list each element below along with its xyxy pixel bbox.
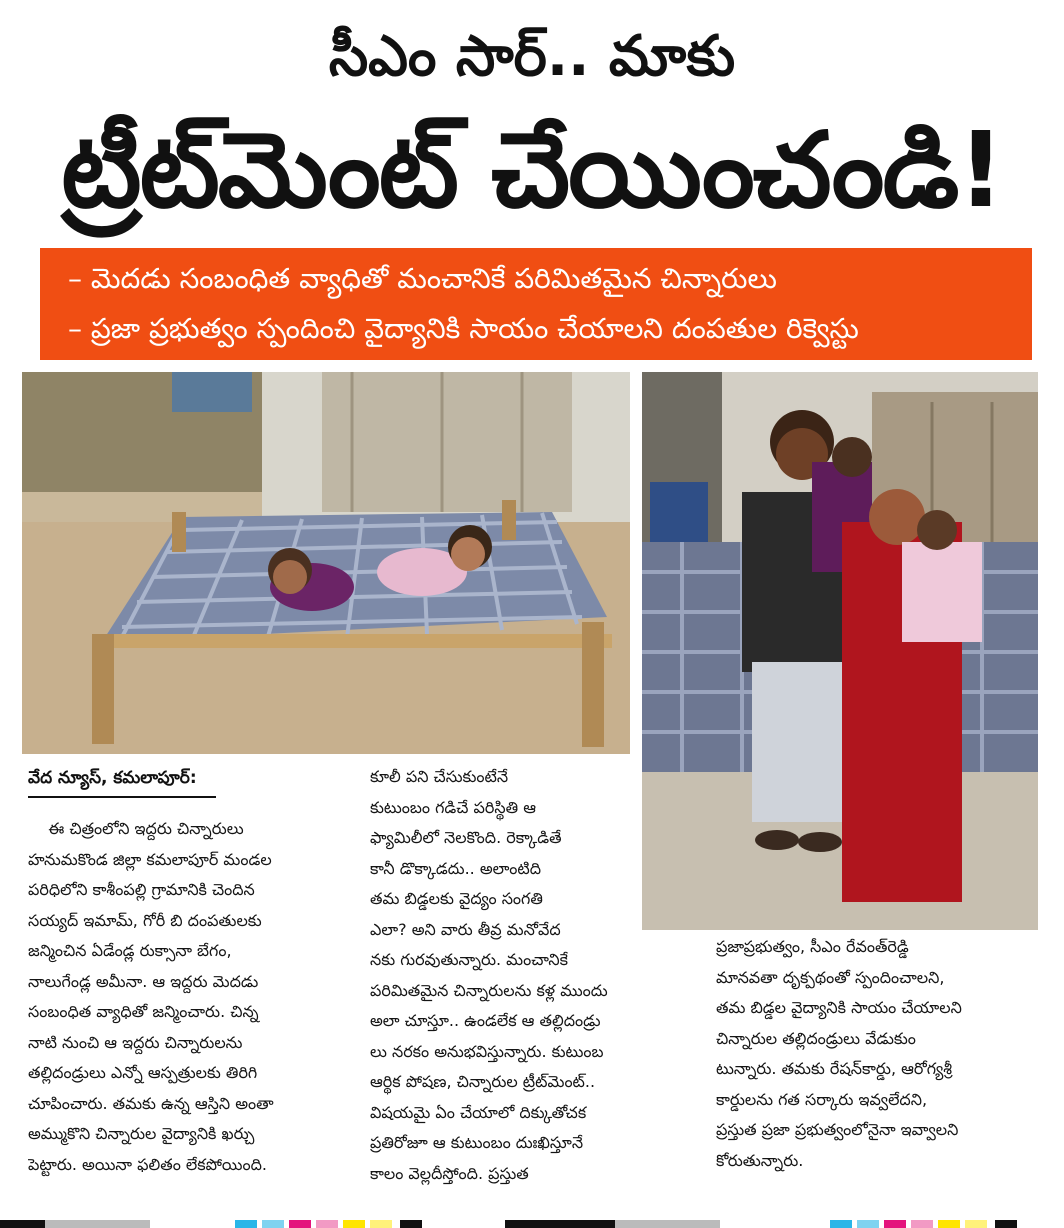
article-line: హనుమకొండ జిల్లా కమలాపూర్ మండల <box>28 849 272 869</box>
article-line: సంబంధిత వ్యాధితో జన్మించారు. చిన్న <box>28 1002 259 1021</box>
article-line: తమ బిడ్డలకు వైద్యం సంగతి <box>370 889 543 908</box>
article-line: ఫ్యామిలీలో నెలకొంది. రెక్కాడితే <box>370 828 562 847</box>
article-line: తమ బిడ్డల వైద్యానికి సాయం చేయాలని <box>716 998 962 1017</box>
article-column-1 <box>28 814 358 1180</box>
headline: ట్రీట్‌మెంట్ చేయించండి! <box>61 109 1003 231</box>
article-line: చిన్నారుల తల్లిదండ్రులు వేడుకుం <box>716 1028 916 1048</box>
article-line: సయ్యద్ ఇమామ్, గోరీ బి దంపతులకు <box>28 910 262 930</box>
deck-line: – ప్రజా ప్రభుత్వం స్పందించి వైద్యానికి సాయం చేయాలని దంపతుల రిక్వెస్టు <box>68 312 859 345</box>
article-line: పరిధిలోని కాశీంపల్లి గ్రామానికి చెందిన <box>28 880 255 899</box>
deck-line: – మెదడు సంబంధిత వ్యాధితో మంచానికే పరిమితమైన చిన్నారులు <box>68 262 777 295</box>
article-line: ప్రతిరోజూ ఆ కుటుంబం దుఃఖిస్తూనే <box>370 1133 584 1152</box>
article-line: ఈ చిత్రంలోని ఇద్దరు చిన్నారులు <box>28 819 244 838</box>
article-line: ఎలా? అని వారు తీవ్ర మనోవేద <box>370 919 561 939</box>
article-line: కుటుంబం గడిచే పరిస్థితి ఆ <box>370 797 536 817</box>
article-line: తల్లిదండ్రులు ఎన్నో ఆస్పత్రులకు తిరిగి <box>28 1063 258 1082</box>
article-line: కాలం వెల్లదీస్తోంది. ప్రస్తుత <box>370 1163 529 1183</box>
photo-parents-holding-children <box>642 372 1038 930</box>
article-line: కోరుతున్నారు. <box>716 1150 804 1170</box>
article-line: ప్రజాప్రభుత్వం, సీఎం రేవంత్‌రెడ్డి <box>716 937 909 956</box>
byline: వేద న్యూస్, కమలాపూర్: <box>28 764 216 798</box>
print-registration-strip <box>0 1220 1064 1228</box>
article-line: అలా చూస్తూ.. ఉండలేక ఆ తల్లిదండ్రు <box>370 1011 601 1030</box>
headline-kicker: సీఎం సార్.. మాకు <box>328 24 736 89</box>
article-line: పెట్టారు. అయినా ఫలితం లేకపోయింది. <box>28 1154 267 1174</box>
article-line: మానవతా దృక్పథంతో స్పందించాలని, <box>716 967 945 987</box>
article-line: పరిమితమైన చిన్నారులను కళ్ల ముందు <box>370 980 608 1000</box>
article-line: నాలుగేండ్ల అమీనా. ఆ ఇద్దరు మెదడు <box>28 971 259 991</box>
article-line: నకు గురవుతున్నారు. మంచానికే <box>370 950 568 969</box>
article-line: నాటి నుంచి ఆ ఇద్దరు చిన్నారులను <box>28 1032 243 1052</box>
photo-children-on-cot <box>22 372 630 754</box>
article-line: కూలీ పని చేసుకుంటేనే <box>370 767 509 786</box>
article-line: చూపించారు. తమకు ఉన్న ఆస్తిని అంతా <box>28 1093 274 1113</box>
article-line: కార్డులను గత సర్కారు ఇవ్వలేదని, <box>716 1089 928 1109</box>
article-column-2 <box>370 762 680 1189</box>
article-line: కానీ డొక్కాడదు.. అలాంటిది <box>370 858 541 878</box>
article-line: ప్రస్తుత ప్రజా ప్రభుత్వంలోనైనా ఇవ్వాలని <box>716 1120 959 1139</box>
article-line: విషయమై ఏం చేయాలో దిక్కుతోచక <box>370 1102 587 1122</box>
article-line: జన్మించిన ఏడేండ్ల రుక్సానా బేగం, <box>28 941 232 960</box>
article-line: అమ్ముకొని చిన్నారుల వైద్యానికి ఖర్చు <box>28 1124 255 1143</box>
article-column-3 <box>716 932 1044 1176</box>
article-line: ఆర్థిక పోషణ, చిన్నారుల ట్రీట్‌మెంట్.. <box>370 1072 596 1091</box>
article-line: లు నరకం అనుభవిస్తున్నారు. కుటుంబ <box>370 1041 604 1061</box>
article-line: టున్నారు. తమకు రేషన్‌కార్డు, ఆరోగ్యశ్రీ <box>716 1059 953 1078</box>
deck-box <box>40 248 1032 360</box>
